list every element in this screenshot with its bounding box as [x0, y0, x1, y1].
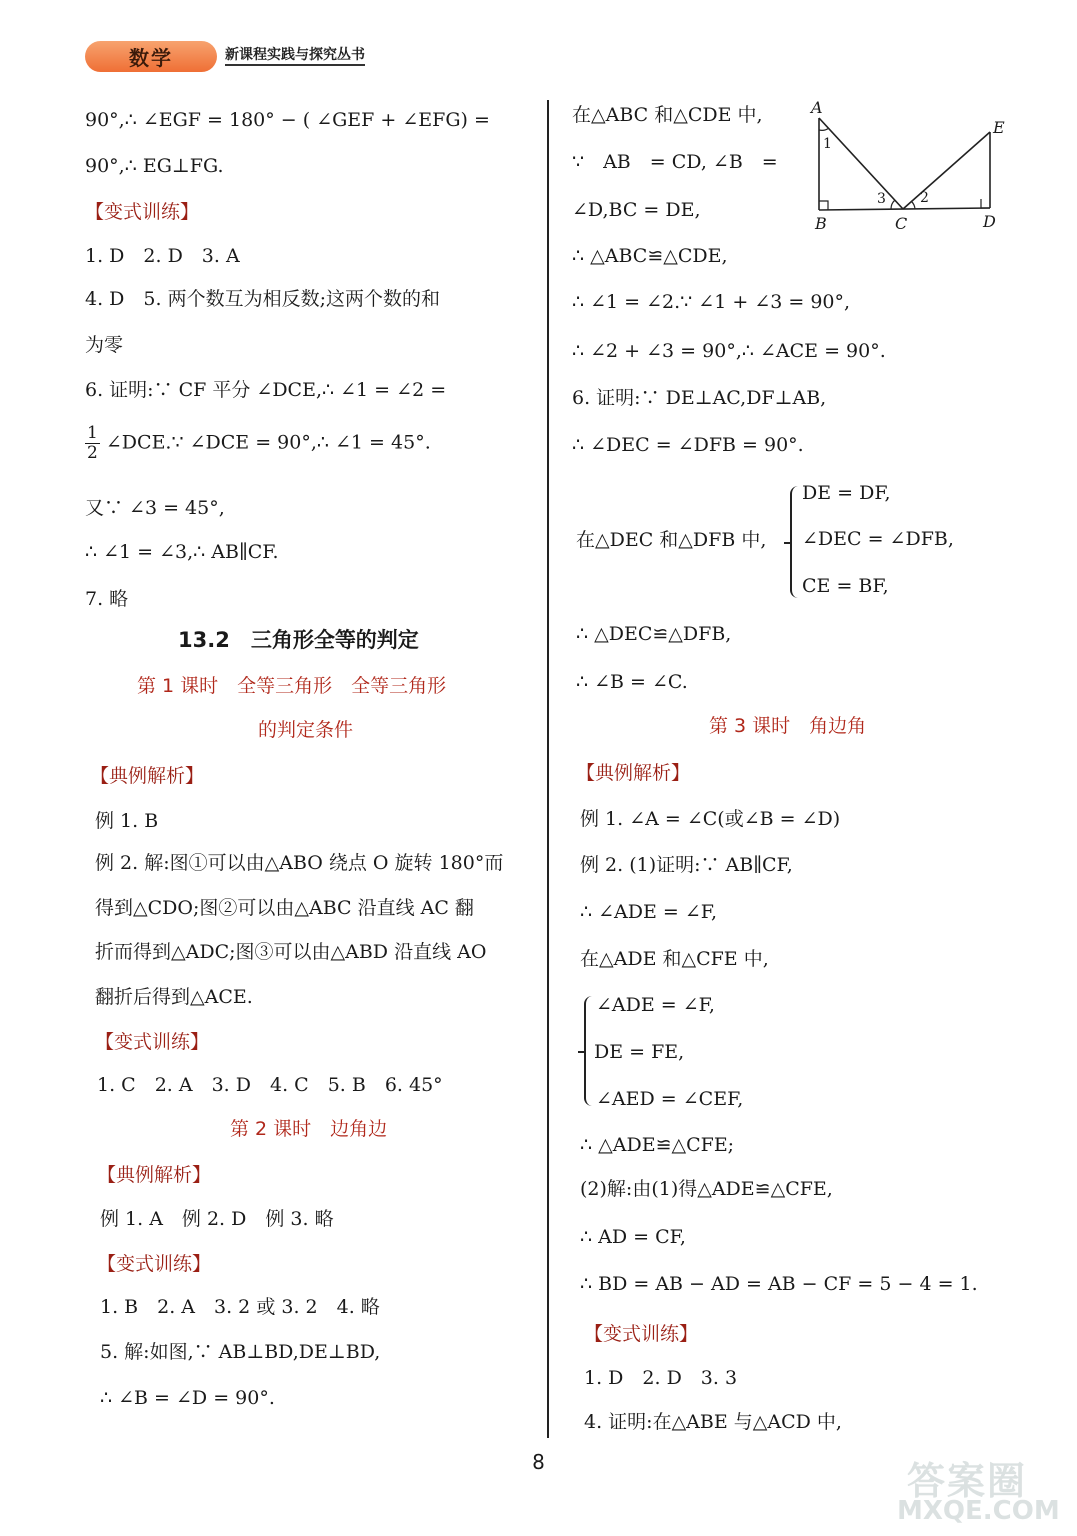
- condition-line: ∠DEC = ∠DFB,: [802, 528, 954, 550]
- text-line: 在△ADE 和△CFE 中,: [580, 948, 769, 970]
- condition-line: ∠ADE = ∠F,: [596, 994, 715, 1016]
- text-line: ∵ AB = CD, ∠B =: [572, 151, 778, 173]
- text-line: ∴ △ADE≌△CFE;: [580, 1134, 735, 1156]
- text-line: ∴ ∠1 = ∠2.∵ ∠1 + ∠3 = 90°,: [572, 291, 851, 313]
- text-line: 翻折后得到△ACE.: [95, 986, 253, 1008]
- section-title: 13.2 三角形全等的判定: [178, 628, 419, 652]
- section-heading-practice: 【变式训练】: [85, 201, 200, 223]
- series-title: 新课程实践与探究丛书: [225, 47, 365, 66]
- text-line: ∴ AD = CF,: [580, 1226, 686, 1248]
- condition-line: ∠AED = ∠CEF,: [596, 1088, 744, 1110]
- page-header: [85, 40, 365, 72]
- page-number: 8: [532, 1450, 545, 1474]
- text-line: ∴ △DEC≌△DFB,: [576, 623, 732, 645]
- text-line: 7. 略: [85, 588, 129, 610]
- text-line: (2)解:由(1)得△ADE≌△CFE,: [580, 1178, 833, 1200]
- text-line: 4. 证明:在△ABE 与△ACD 中,: [584, 1411, 842, 1433]
- condition-line: CE = BF,: [802, 575, 889, 597]
- text-line: 在△ABC 和△CDE 中,: [572, 104, 763, 126]
- text-line: 6. 证明:∵ CF 平分 ∠DCE,∴ ∠1 = ∠2 =: [85, 379, 447, 401]
- text-line: 1. B 2. A 3. 2 或 3. 2 4. 略: [100, 1296, 380, 1318]
- text-line: 例 2. (1)证明:∵ AB∥CF,: [580, 854, 793, 876]
- column-divider: [547, 100, 549, 1438]
- text-line: 4. D 5. 两个数互为相反数;这两个数的和: [85, 288, 440, 310]
- section-heading-examples: 【典例解析】: [90, 765, 205, 787]
- text-line: 例 2. 解:图①可以由△ABO 绕点 O 旋转 180°而: [95, 852, 504, 874]
- vertex-label: B: [815, 214, 827, 233]
- angle-label: 3: [877, 191, 886, 207]
- text-line: 得到△CDO;图②可以由△ABC 沿直线 AC 翻: [95, 897, 474, 919]
- text-line: 90°,∴ EG⊥FG.: [85, 155, 224, 177]
- section-heading-practice: 【变式训练】: [95, 1031, 210, 1053]
- text-line: 例 1. ∠A = ∠C(或∠B = ∠D): [580, 808, 841, 830]
- text-line: 6. 证明:∵ DE⊥AC,DF⊥AB,: [572, 387, 827, 409]
- text-line: 1. C 2. A 3. D 4. C 5. B 6. 45°: [97, 1074, 443, 1096]
- section-heading-practice: 【变式训练】: [584, 1323, 699, 1345]
- subject-tab: 数学: [85, 41, 217, 72]
- angle-label: 2: [920, 190, 929, 206]
- text-line: 为零: [85, 334, 124, 356]
- fraction-line: $\frac{1}{2}$ ∠DCE.∵ ∠DCE = 90°,∴ ∠1 = 45°.: [87, 423, 431, 463]
- section-heading-examples: 【典例解析】: [576, 762, 691, 784]
- text-line: 例 1. A 例 2. D 例 3. 略: [100, 1208, 334, 1230]
- text-line: ∴ △ABC≌△CDE,: [572, 245, 728, 267]
- angle-label: 1: [823, 136, 832, 152]
- text-line: ∴ ∠DEC = ∠DFB = 90°.: [572, 434, 804, 456]
- text-line: 90°,∴ ∠EGF = 180° − ( ∠GEF + ∠EFG) =: [85, 109, 490, 131]
- text-line: ∴ ∠ADE = ∠F,: [580, 901, 718, 923]
- lesson-title-2: 第 2 课时 边角边: [230, 1118, 388, 1140]
- text-line: 在△DEC 和△DFB 中,: [576, 529, 767, 551]
- vertex-label: D: [983, 212, 996, 231]
- text-line: ∴ ∠2 + ∠3 = 90°,∴ ∠ACE = 90°.: [572, 340, 886, 362]
- text-line: 5. 解:如图,∵ AB⊥BD,DE⊥BD,: [100, 1341, 381, 1363]
- vertex-label: A: [811, 98, 823, 117]
- text-line: ∴ ∠1 = ∠3,∴ AB∥CF.: [85, 541, 279, 563]
- text-line: 1. D 2. D 3. A: [85, 245, 240, 267]
- vertex-label: C: [895, 214, 908, 233]
- section-heading-practice: 【变式训练】: [97, 1253, 212, 1275]
- text-line: 折而得到△ADC;图③可以由△ABD 沿直线 AO: [95, 941, 487, 963]
- triangle-figure: [805, 98, 1020, 238]
- text-line: 1. D 2. D 3. 3: [584, 1367, 738, 1389]
- watermark-logo: 答案圈 MXQE.COM: [897, 1459, 1060, 1526]
- text-line: ∠D,BC = DE,: [572, 199, 701, 221]
- vertex-label: E: [993, 118, 1005, 137]
- condition-line: DE = DF,: [802, 482, 891, 504]
- lesson-title-1: 第 1 课时 全等三角形 全等三角形: [137, 675, 447, 697]
- fraction-half: $\frac{1}{2}$: [87, 423, 98, 463]
- text-line: 例 1. B: [95, 810, 159, 832]
- text-line: ∴ BD = AB − AD = AB − CF = 5 − 4 = 1.: [580, 1273, 978, 1295]
- condition-line: DE = FE,: [594, 1041, 685, 1063]
- curly-brace: [790, 486, 802, 598]
- section-heading-examples: 【典例解析】: [97, 1164, 212, 1186]
- lesson-title-3: 第 3 课时 角边角: [709, 715, 867, 737]
- lesson-title-1-cont: 的判定条件: [258, 719, 354, 741]
- text-line: 又∵ ∠3 = 45°,: [85, 497, 225, 519]
- text-line: ∴ ∠B = ∠D = 90°.: [100, 1387, 275, 1409]
- text-line: ∴ ∠B = ∠C.: [576, 671, 688, 693]
